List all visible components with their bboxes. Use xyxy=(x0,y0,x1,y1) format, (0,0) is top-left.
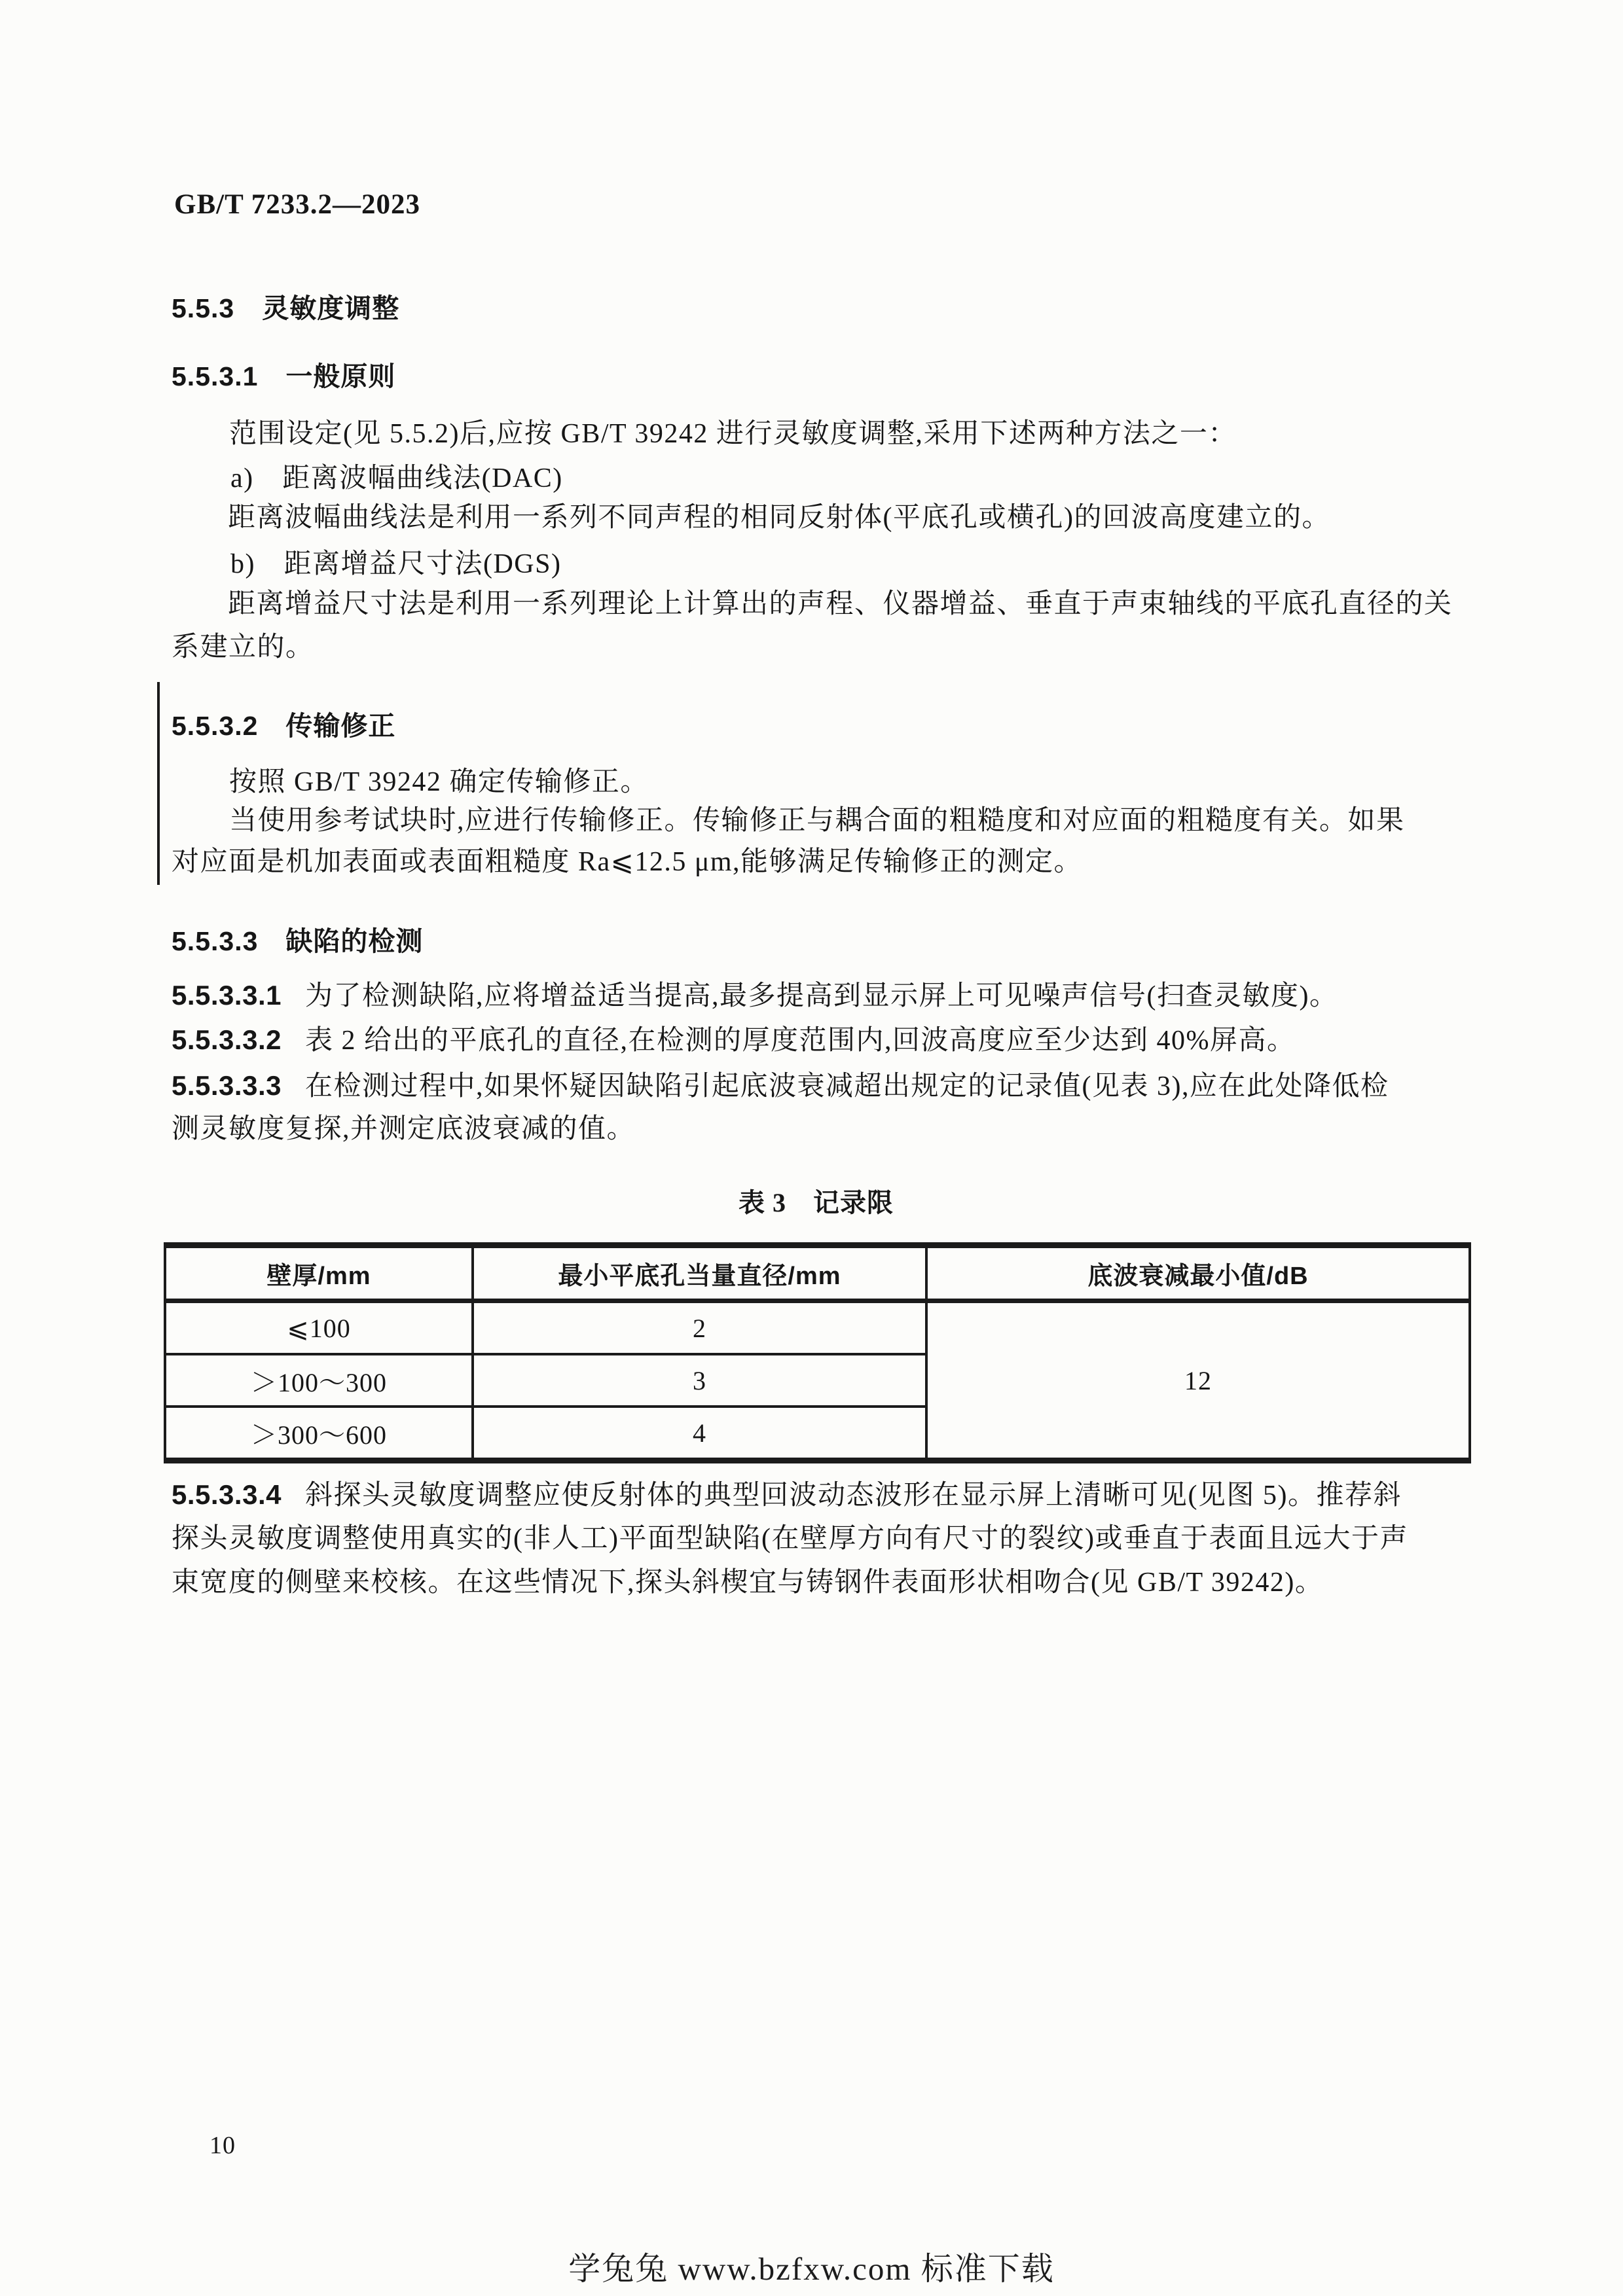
numbered-item-5-5-3-3-4 xyxy=(172,1481,1402,1509)
paragraph-line: 束宽度的侧壁来校核。在这些情况下,探头斜楔宜与铸钢件表面形状相吻合(见 GB/T 39242)。 xyxy=(172,1568,1324,1598)
table-row xyxy=(165,1301,1470,1355)
paragraph-line: 测灵敏度复探,并测定底波衰减的值。 xyxy=(172,1114,636,1144)
col-header-min-fbh-diameter: 最小平底孔当量直径/mm xyxy=(473,1246,926,1301)
page-number: 10 xyxy=(210,2132,236,2159)
paragraph-line: 当使用参考试块时,应进行传输修正。传输修正与耦合面的粗糙度和对应面的粗糙度有关。如果 xyxy=(229,806,1405,836)
clause-title: 缺陷的检测 xyxy=(285,926,424,956)
numbered-item-5-5-3-3-3 xyxy=(172,1072,1389,1100)
list-item-b: b) 距离增益尺寸法(DGS) xyxy=(230,549,562,579)
col-header-wall-thickness: 壁厚/mm xyxy=(165,1246,473,1301)
numbered-item-5-5-3-3-1 xyxy=(172,982,1338,1010)
section-heading-5-5-3-1 xyxy=(172,355,395,393)
item-text: 在检测过程中,如果怀疑因缺陷引起底波衰减超出规定的记录值(见表 3),应在此处降低检 xyxy=(304,1071,1389,1102)
clause-number: 5.5.3.3.2 xyxy=(172,1024,282,1055)
cell-thickness: ＞100～300 xyxy=(165,1354,473,1407)
clause-title: 传输修正 xyxy=(285,711,396,741)
paragraph-line: 对应面是机加表面或表面粗糙度 Ra⩽12.5 μm,能够满足传输修正的测定。 xyxy=(172,847,1083,877)
item-text: 表 2 给出的平底孔的直径,在检测的厚度范围内,回波高度应至少达到 40%屏高。 xyxy=(304,1026,1296,1056)
clause-number: 5.5.3.2 xyxy=(172,711,259,741)
watermark: 学兔兔 www.bzfxw.com 标准下载 xyxy=(568,2251,1055,2287)
clause-number: 5.5.3 xyxy=(172,293,235,323)
clause-number: 5.5.3.3.3 xyxy=(172,1070,282,1101)
section-heading-5-5-3-2 xyxy=(172,704,395,743)
paragraph-line: 范围设定(见 5.5.2)后,应按 GB/T 39242 进行灵敏度调整,采用下述两种方法之一： xyxy=(229,419,1237,449)
cell-diameter: 2 xyxy=(473,1301,926,1355)
col-header-backwall-attenuation: 底波衰减最小值/dB xyxy=(926,1246,1470,1301)
item-text: 斜探头灵敏度调整应使反射体的典型回波动态波形在显示屏上清晰可见(见图 5)。推荐斜 xyxy=(304,1480,1402,1511)
paragraph-line: 系建立的。 xyxy=(172,632,314,662)
clause-title: 一般原则 xyxy=(285,361,396,391)
cell-diameter: 3 xyxy=(473,1354,926,1407)
table-header-row xyxy=(165,1246,1470,1301)
section-heading-5-5-3-3 xyxy=(172,920,423,958)
clause-number: 5.5.3.3 xyxy=(172,926,259,956)
clause-title: 灵敏度调整 xyxy=(262,293,400,323)
paragraph-line: 按照 GB/T 39242 确定传输修正。 xyxy=(229,767,649,797)
table-caption: 表 3 记录限 xyxy=(739,1188,894,1217)
section-heading-5-5-3 xyxy=(172,287,399,325)
paragraph-line: 距离增益尺寸法是利用一系列理论上计算出的声程、仪器增益、垂直于声束轴线的平底孔直径的关 xyxy=(228,589,1453,619)
clause-number: 5.5.3.3.4 xyxy=(172,1479,282,1510)
paragraph-line: 探头灵敏度调整使用真实的(非人工)平面型缺陷(在壁厚方向有尺寸的裂纹)或垂直于表面且远大于声 xyxy=(172,1524,1408,1554)
cell-attenuation-merged: 12 xyxy=(926,1301,1470,1461)
clause-number: 5.5.3.3.1 xyxy=(172,980,282,1011)
list-item-a: a) 距离波幅曲线法(DAC) xyxy=(230,463,563,493)
clause-number: 5.5.3.1 xyxy=(172,361,259,391)
numbered-item-5-5-3-3-2 xyxy=(172,1026,1295,1054)
cell-thickness: ＞300～600 xyxy=(165,1407,473,1461)
item-text: 为了检测缺陷,应将增益适当提高,最多提高到显示屏上可见噪声信号(扫查灵敏度)。 xyxy=(304,981,1338,1011)
cell-diameter: 4 xyxy=(473,1407,926,1461)
change-bar xyxy=(157,682,160,885)
table-record-limits xyxy=(164,1242,1471,1463)
doc-code: GB/T 7233.2—2023 xyxy=(174,189,420,220)
cell-thickness: ⩽100 xyxy=(165,1301,473,1355)
paragraph-line: 距离波幅曲线法是利用一系列不同声程的相同反射体(平底孔或横孔)的回波高度建立的。 xyxy=(228,503,1330,533)
